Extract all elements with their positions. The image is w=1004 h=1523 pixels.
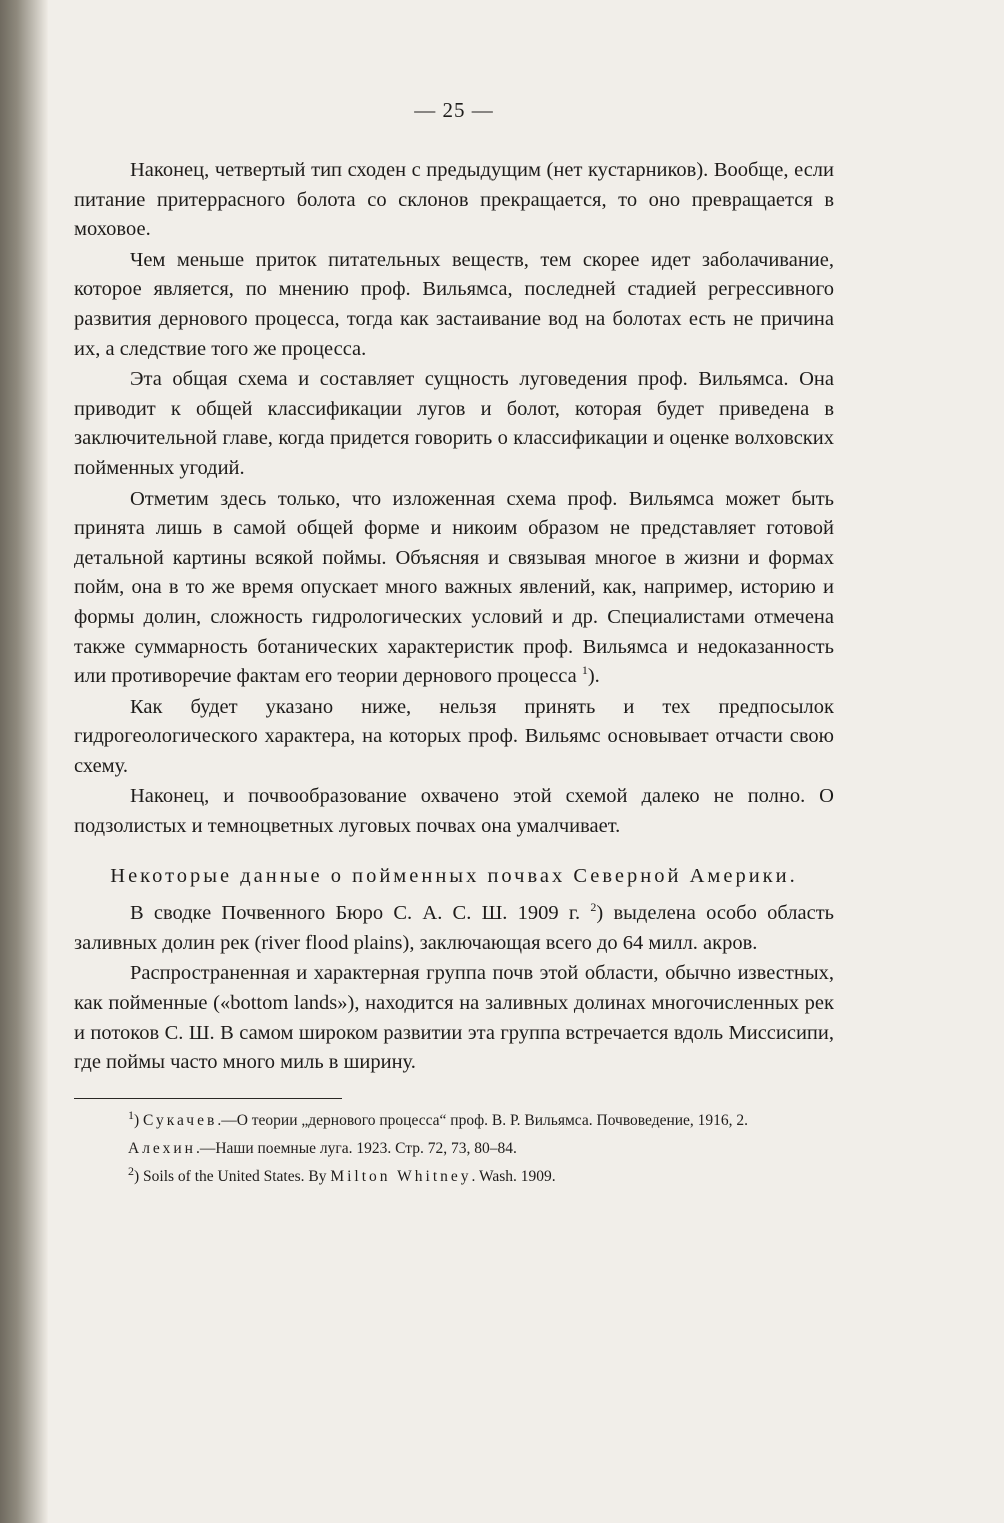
footnote-text: . Wash. 1909. [471, 1167, 556, 1185]
footnote-text: Soils of the United States. By [143, 1167, 327, 1185]
footnote-author: Алехин [128, 1139, 196, 1157]
footnote-text: .—Наши поемные луга. 1923. Стр. 72, 73, 80–84. [195, 1139, 517, 1157]
paragraph: Наконец, и почвообразование охвачено этой схемой далеко не полно. О подзолистых и темноцветных луговых почвах она умалчивает. [74, 785, 834, 838]
paragraph [74, 485, 834, 692]
paragraph-text: В сводке Почвенного Бюро С. А. С. Ш. 1909 г. [130, 902, 581, 925]
footnote-ref[interactable]: 1 [581, 663, 588, 678]
section-heading: Некоторые данные о пойменных почвах Северной Америки. [110, 864, 798, 887]
paragraph [74, 899, 834, 958]
footnote: $^2$) Soils of the United States. By Milton Whitney. Wash. 1909. [128, 1163, 556, 1185]
book-binding-shadow [0, 0, 48, 1523]
footnote-ref[interactable]: 2 [590, 900, 597, 915]
footnote-author: Сукачев [143, 1111, 218, 1129]
paragraph: Эта общая схема и составляет сущность луговедения проф. Вильямса. Она приводит к общей классификации лугов и болот, которая будет приведена в заключительной главе, когда придется говорить о классификации и оценке волховских пойменных угодий. [74, 368, 834, 479]
footnote-divider [74, 1098, 342, 1099]
paragraph: Чем меньше приток питательных веществ, тем скорее идет заболачивание, которое является, по мнению проф. Вильямса, последней стадией регрессивного развития дернового процесса, тогда как застаивание вод на болотах есть не причина их, а следствие того же процесса. [74, 248, 834, 360]
footnote-author: Milton Whitney [330, 1167, 472, 1185]
paragraph-text: Отметим здесь только, что изложенная схема проф. Вильямса может быть принята лишь в самой общей форме и никоим образом не представляет готовой детальной картины всякой поймы. Объясняя и связывая многое в жизни и формах пойм, она в то же время опускает много важных явлений, как, например, историю и формы долин, сложность гидрологических условий и др. Специалистами отмечена также суммарность ботанических характеристик проф. Вильямса и недоказанность или противоречие фактам его теории дернового процесса [74, 487, 834, 688]
footnotes [74, 1109, 834, 1189]
footnote-mark: 2 [128, 1163, 134, 1178]
body-text [74, 156, 834, 1193]
page [74, 0, 834, 1523]
page-number: — 25 — [414, 98, 494, 122]
footnote: $^1$) Сукачев.—О теории „дернового процесса“ проф. В. Р. Вильямса. Почвоведение, 1916, 2. [128, 1107, 749, 1129]
paragraph-text: ) выделена особо область заливных долин рек (river flood plains), заключающая всего до 64 милл. акров. [74, 902, 835, 954]
footnote-mark: 1 [128, 1107, 134, 1122]
paragraph: Распространенная и характерная группа почв этой области, обычно известных, как пойменные («bottom lands»), находится на заливных долинах многочисленных рек и потоков С. Ш. В самом широком развитии эта группа встречается вдоль Миссисипи, где поймы часто много миль в ширину. [74, 962, 834, 1074]
footnote-text: .—О теории „дернового процесса“ проф. В. Р. Вильямса. Почвоведение, 1916, 2. [217, 1111, 749, 1129]
paragraph: Наконец, четвертый тип сходен с предыдущим (нет кустарников). Вообще, если питание притеррасного болота со склонов прекращается, то оно превращается в моховое. [74, 159, 834, 241]
footnote-ref-close: ). [587, 665, 600, 688]
footnote [74, 1137, 834, 1161]
paragraph: Как будет указано ниже, нельзя принять и тех предпосылок гидрогеологического характера, на которых проф. Вильямс основывает отчасти свою схему. [74, 695, 834, 777]
